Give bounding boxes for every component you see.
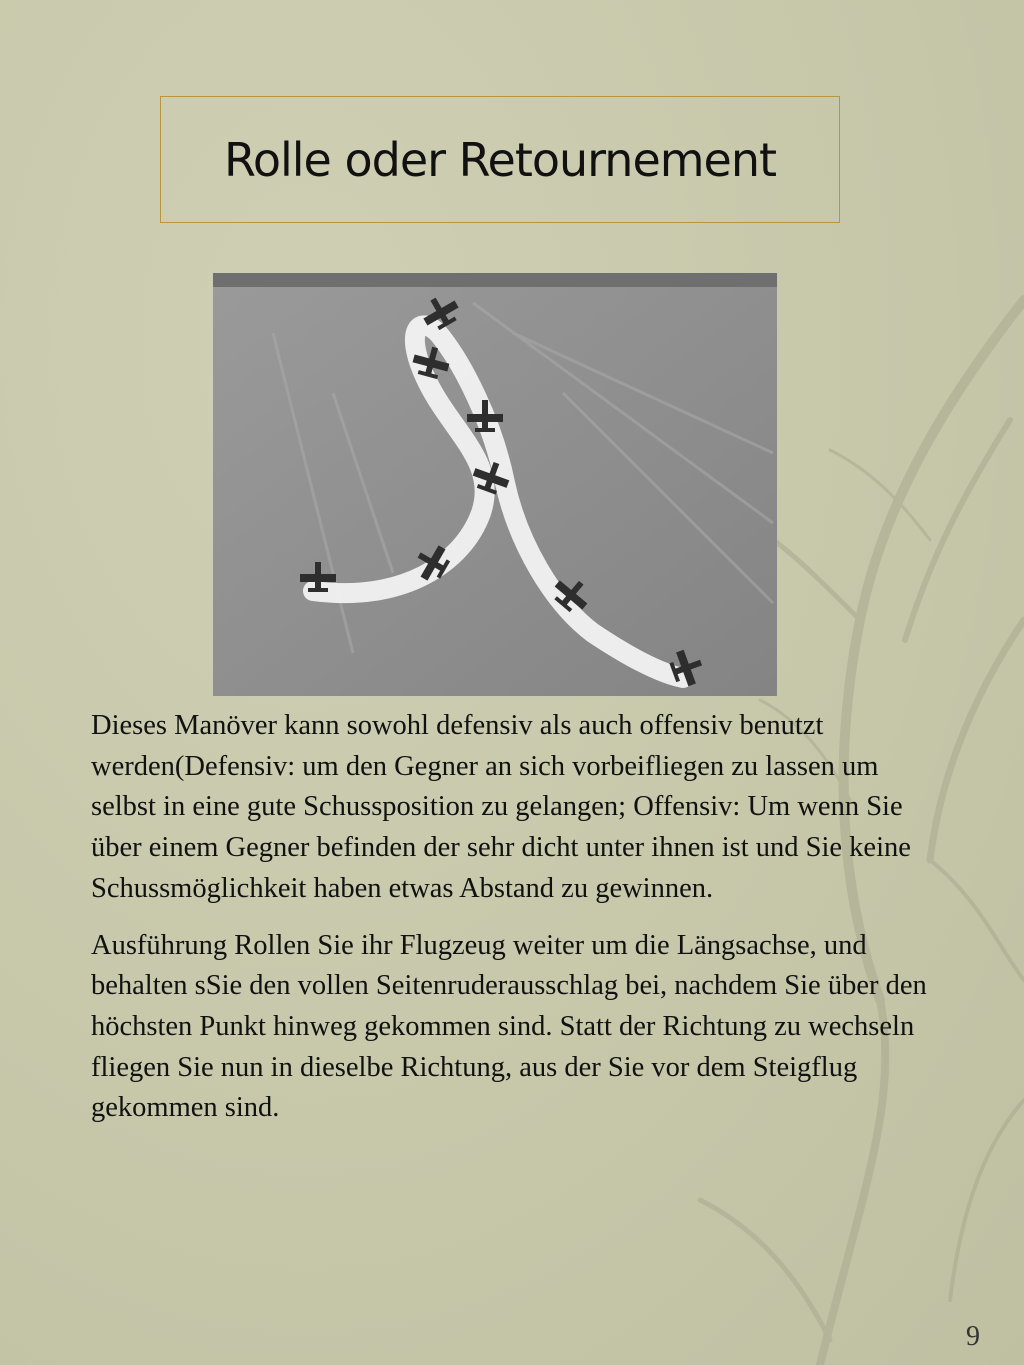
- slide-title: Rolle oder Retournement: [223, 132, 777, 187]
- body-text: [91, 706, 941, 1145]
- title-box: [160, 96, 840, 223]
- paragraph-execution: Ausführung Rollen Sie ihr Flugzeug weiter um die Längsachse, und behalten sSie den vollen Seitenruderausschlag bei, nachdem Sie über den höchsten Punkt hinweg gekommen sind. Statt der Richtung zu wechseln fliegen Sie nun in dieselbe Richtung, aus der Sie vor dem Steigflug gekommen sind.: [91, 929, 927, 1124]
- page-number: 9: [966, 1321, 980, 1352]
- paragraph-purpose: Dieses Manöver kann sowohl defensiv als auch offensiv benutzt werden(Defensiv: um den Gegner an sich vorbeifliegen zu lassen um selbst in eine gute Schussposition zu gelangen; Offensiv: Um wenn Sie über einem Gegner befinden der sehr dicht unter ihnen ist und Sie keine Schussmöglichkeit haben etwas Abstand zu gewinnen.: [91, 710, 911, 904]
- maneuver-illustration: [213, 273, 777, 696]
